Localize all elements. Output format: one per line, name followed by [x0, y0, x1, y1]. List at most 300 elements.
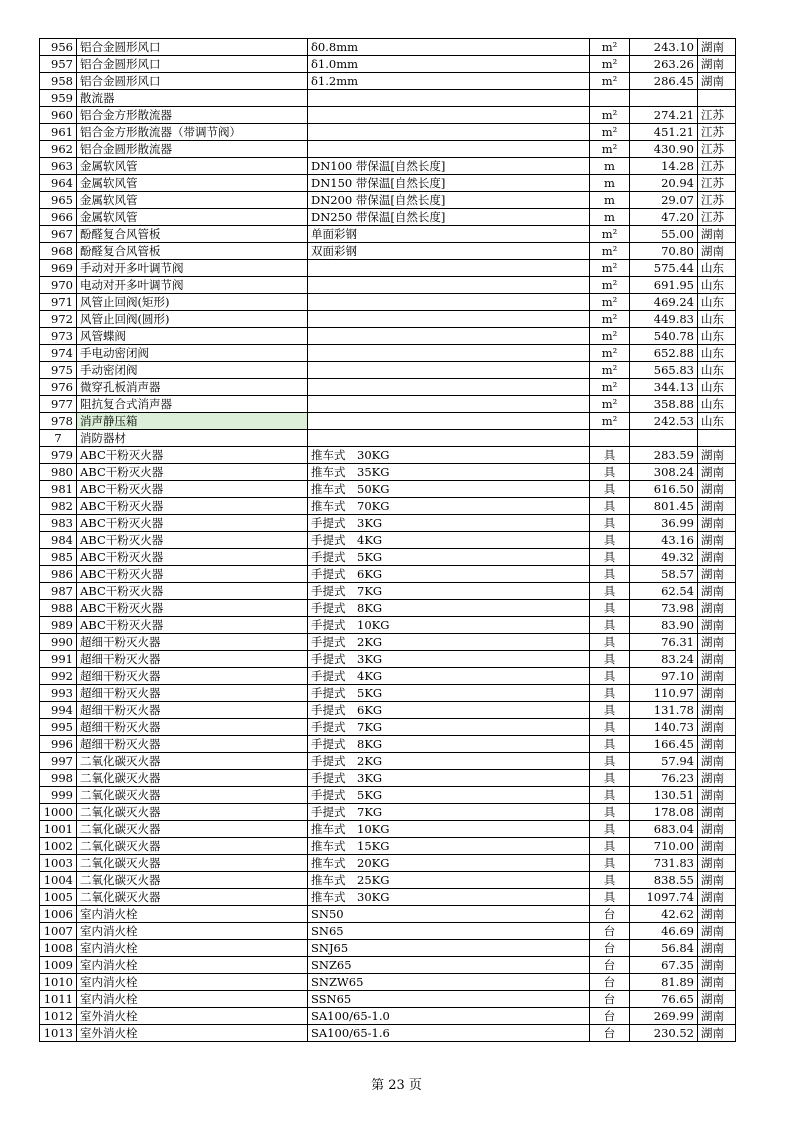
table-row [40, 549, 736, 566]
row-number-cell: 991 [40, 651, 77, 668]
table-row [40, 583, 736, 600]
price-cell: 56.84 [630, 940, 698, 957]
origin-cell: 湖南 [698, 838, 736, 855]
origin-cell: 湖南 [698, 668, 736, 685]
unit-cell: 具 [590, 634, 630, 651]
origin-cell: 湖南 [698, 974, 736, 991]
unit-cell: 台 [590, 1008, 630, 1025]
item-name-cell: 二氧化碳灭火器 [77, 821, 308, 838]
unit-cell: m² [590, 362, 630, 379]
item-spec-cell: 推车式 35KG [308, 464, 590, 481]
unit-cell: m² [590, 277, 630, 294]
item-spec-cell [308, 260, 590, 277]
item-spec-cell: SA100/65-1.0 [308, 1008, 590, 1025]
item-name-cell: 铝合金圆形风口 [77, 73, 308, 90]
price-cell: 269.99 [630, 1008, 698, 1025]
row-number-cell: 964 [40, 175, 77, 192]
item-spec-cell: 推车式 50KG [308, 481, 590, 498]
origin-cell: 湖南 [698, 685, 736, 702]
price-cell: 70.80 [630, 243, 698, 260]
origin-cell: 山东 [698, 294, 736, 311]
price-cell: 76.23 [630, 770, 698, 787]
unit-cell: 台 [590, 1025, 630, 1042]
unit-cell: 具 [590, 498, 630, 515]
unit-cell: 具 [590, 753, 630, 770]
unit-cell: 台 [590, 906, 630, 923]
origin-cell: 湖南 [698, 804, 736, 821]
origin-cell: 湖南 [698, 957, 736, 974]
item-name-cell: 阻抗复合式消声器 [77, 396, 308, 413]
item-spec-cell [308, 396, 590, 413]
row-number-cell: 1009 [40, 957, 77, 974]
unit-cell: 台 [590, 923, 630, 940]
table-row [40, 736, 736, 753]
item-name-cell: 超细干粉灭火器 [77, 719, 308, 736]
table-row [40, 413, 736, 430]
origin-cell: 湖南 [698, 940, 736, 957]
unit-cell: m² [590, 396, 630, 413]
row-number-cell: 962 [40, 141, 77, 158]
item-spec-cell: 手提式 3KG [308, 515, 590, 532]
price-cell: 344.13 [630, 379, 698, 396]
row-number-cell: 959 [40, 90, 77, 107]
row-number-cell: 967 [40, 226, 77, 243]
origin-cell: 江苏 [698, 175, 736, 192]
item-spec-cell: 手提式 7KG [308, 719, 590, 736]
unit-cell: m² [590, 124, 630, 141]
origin-cell: 湖南 [698, 243, 736, 260]
unit-cell: 具 [590, 583, 630, 600]
item-spec-cell: 推车式 30KG [308, 447, 590, 464]
price-cell: 110.97 [630, 685, 698, 702]
table-row [40, 634, 736, 651]
table-row [40, 464, 736, 481]
unit-cell: 具 [590, 770, 630, 787]
item-name-cell: 铝合金圆形风口 [77, 39, 308, 56]
unit-cell: 台 [590, 940, 630, 957]
table-row [40, 277, 736, 294]
price-cell: 76.31 [630, 634, 698, 651]
unit-cell: 具 [590, 566, 630, 583]
item-spec-cell: SNZW65 [308, 974, 590, 991]
origin-cell: 山东 [698, 328, 736, 345]
unit-cell: 具 [590, 787, 630, 804]
origin-cell: 湖南 [698, 753, 736, 770]
table-row [40, 56, 736, 73]
unit-cell: m² [590, 226, 630, 243]
table-row [40, 192, 736, 209]
item-spec-cell [308, 294, 590, 311]
row-number-cell: 1011 [40, 991, 77, 1008]
price-cell: 838.55 [630, 872, 698, 889]
origin-cell: 湖南 [698, 991, 736, 1008]
price-table [39, 38, 736, 1042]
row-number-cell: 979 [40, 447, 77, 464]
origin-cell: 山东 [698, 396, 736, 413]
price-cell: 29.07 [630, 192, 698, 209]
table-row [40, 141, 736, 158]
price-cell: 166.45 [630, 736, 698, 753]
origin-cell: 湖南 [698, 634, 736, 651]
row-number-cell: 996 [40, 736, 77, 753]
unit-cell: 台 [590, 974, 630, 991]
row-number-cell: 973 [40, 328, 77, 345]
item-name-cell: 室内消火栓 [77, 974, 308, 991]
price-cell: 67.35 [630, 957, 698, 974]
item-name-cell: ABC干粉灭火器 [77, 532, 308, 549]
item-name-cell: 二氧化碳灭火器 [77, 770, 308, 787]
item-name-cell: 二氧化碳灭火器 [77, 753, 308, 770]
unit-cell: 具 [590, 481, 630, 498]
row-number-cell: 1004 [40, 872, 77, 889]
item-name-cell: 散流器 [77, 90, 308, 107]
price-cell: 73.98 [630, 600, 698, 617]
unit-cell: m² [590, 311, 630, 328]
item-name-cell: 超细干粉灭火器 [77, 702, 308, 719]
table-row [40, 702, 736, 719]
item-spec-cell [308, 141, 590, 158]
row-number-cell: 969 [40, 260, 77, 277]
item-spec-cell: 双面彩钢 [308, 243, 590, 260]
unit-cell: m² [590, 345, 630, 362]
price-cell: 430.90 [630, 141, 698, 158]
price-cell: 308.24 [630, 464, 698, 481]
origin-cell: 江苏 [698, 141, 736, 158]
origin-cell: 湖南 [698, 736, 736, 753]
table-row [40, 651, 736, 668]
row-number-cell: 999 [40, 787, 77, 804]
item-name-cell: 二氧化碳灭火器 [77, 872, 308, 889]
item-name-cell: 手动密闭阀 [77, 362, 308, 379]
row-number-cell: 1001 [40, 821, 77, 838]
unit-cell: 具 [590, 668, 630, 685]
item-spec-cell: 推车式 25KG [308, 872, 590, 889]
row-number-cell: 958 [40, 73, 77, 90]
price-cell: 58.57 [630, 566, 698, 583]
table-row [40, 362, 736, 379]
price-cell: 263.26 [630, 56, 698, 73]
price-cell: 540.78 [630, 328, 698, 345]
item-spec-cell [308, 430, 590, 447]
item-spec-cell: 手提式 8KG [308, 600, 590, 617]
row-number-cell: 960 [40, 107, 77, 124]
item-name-cell: 室内消火栓 [77, 957, 308, 974]
item-spec-cell: 手提式 5KG [308, 787, 590, 804]
price-cell: 46.69 [630, 923, 698, 940]
price-cell: 76.65 [630, 991, 698, 1008]
item-spec-cell [308, 90, 590, 107]
item-spec-cell: SA100/65-1.6 [308, 1025, 590, 1042]
unit-cell: m [590, 209, 630, 226]
item-spec-cell: 手提式 5KG [308, 549, 590, 566]
item-name-cell: 消防器材 [77, 430, 308, 447]
row-number-cell: 994 [40, 702, 77, 719]
item-spec-cell [308, 107, 590, 124]
item-name-cell: 手动对开多叶调节阀 [77, 260, 308, 277]
row-number-cell: 1002 [40, 838, 77, 855]
item-spec-cell [308, 124, 590, 141]
price-cell: 42.62 [630, 906, 698, 923]
origin-cell: 江苏 [698, 107, 736, 124]
item-spec-cell [308, 345, 590, 362]
price-cell: 178.08 [630, 804, 698, 821]
item-spec-cell [308, 277, 590, 294]
row-number-cell: 1000 [40, 804, 77, 821]
table-row [40, 889, 736, 906]
origin-cell: 湖南 [698, 617, 736, 634]
table-row [40, 668, 736, 685]
table-row [40, 90, 736, 107]
row-number-cell: 1010 [40, 974, 77, 991]
item-name-cell: 二氧化碳灭火器 [77, 855, 308, 872]
price-cell: 83.90 [630, 617, 698, 634]
item-spec-cell: δ1.0mm [308, 56, 590, 73]
table-row [40, 600, 736, 617]
table-row [40, 1025, 736, 1042]
row-number-cell: 968 [40, 243, 77, 260]
origin-cell: 湖南 [698, 702, 736, 719]
item-name-cell: ABC干粉灭火器 [77, 617, 308, 634]
origin-cell: 湖南 [698, 464, 736, 481]
price-cell: 286.45 [630, 73, 698, 90]
table-row [40, 226, 736, 243]
row-number-cell: 7 [40, 430, 77, 447]
unit-cell: 具 [590, 804, 630, 821]
row-number-cell: 983 [40, 515, 77, 532]
item-name-cell: 金属软风管 [77, 158, 308, 175]
origin-cell: 湖南 [698, 719, 736, 736]
item-spec-cell: 手提式 4KG [308, 532, 590, 549]
item-name-cell: 室外消火栓 [77, 1025, 308, 1042]
unit-cell: 具 [590, 719, 630, 736]
item-name-cell: ABC干粉灭火器 [77, 583, 308, 600]
item-name-cell: 铝合金方形散流器 [77, 107, 308, 124]
price-cell: 97.10 [630, 668, 698, 685]
item-name-cell: 室外消火栓 [77, 1008, 308, 1025]
item-name-cell: 风管蝶阀 [77, 328, 308, 345]
origin-cell: 江苏 [698, 209, 736, 226]
row-number-cell: 971 [40, 294, 77, 311]
row-number-cell: 976 [40, 379, 77, 396]
unit-cell: 具 [590, 617, 630, 634]
price-cell: 131.78 [630, 702, 698, 719]
item-name-cell: 二氧化碳灭火器 [77, 838, 308, 855]
item-spec-cell: 单面彩钢 [308, 226, 590, 243]
table-row [40, 719, 736, 736]
table-row [40, 481, 736, 498]
price-cell: 57.94 [630, 753, 698, 770]
unit-cell: 具 [590, 702, 630, 719]
unit-cell: 台 [590, 991, 630, 1008]
unit-cell: m² [590, 39, 630, 56]
origin-cell: 湖南 [698, 770, 736, 787]
price-cell: 451.21 [630, 124, 698, 141]
item-name-cell: 超细干粉灭火器 [77, 668, 308, 685]
price-cell: 616.50 [630, 481, 698, 498]
unit-cell [590, 430, 630, 447]
table-row [40, 515, 736, 532]
origin-cell: 湖南 [698, 872, 736, 889]
origin-cell: 湖南 [698, 39, 736, 56]
price-cell: 731.83 [630, 855, 698, 872]
price-cell: 130.51 [630, 787, 698, 804]
row-number-cell: 974 [40, 345, 77, 362]
unit-cell: m² [590, 56, 630, 73]
row-number-cell: 1008 [40, 940, 77, 957]
item-name-cell: 铝合金圆形散流器 [77, 141, 308, 158]
row-number-cell: 993 [40, 685, 77, 702]
item-spec-cell: DN150 带保温[自然长度] [308, 175, 590, 192]
price-cell [630, 430, 698, 447]
unit-cell: m² [590, 107, 630, 124]
unit-cell: m² [590, 413, 630, 430]
table-row [40, 974, 736, 991]
table-row [40, 124, 736, 141]
origin-cell: 山东 [698, 277, 736, 294]
item-spec-cell: 推车式 10KG [308, 821, 590, 838]
price-cell: 83.24 [630, 651, 698, 668]
origin-cell: 山东 [698, 311, 736, 328]
unit-cell [590, 90, 630, 107]
table-row [40, 923, 736, 940]
price-cell: 801.45 [630, 498, 698, 515]
unit-cell: 具 [590, 855, 630, 872]
unit-cell: 具 [590, 736, 630, 753]
unit-cell: 具 [590, 532, 630, 549]
row-number-cell: 970 [40, 277, 77, 294]
item-name-cell: 铝合金方形散流器（带调节阀） [77, 124, 308, 141]
item-spec-cell: 推车式 15KG [308, 838, 590, 855]
table-row [40, 753, 736, 770]
unit-cell: 具 [590, 838, 630, 855]
row-number-cell: 997 [40, 753, 77, 770]
origin-cell: 湖南 [698, 855, 736, 872]
item-spec-cell: DN200 带保温[自然长度] [308, 192, 590, 209]
row-number-cell: 1007 [40, 923, 77, 940]
row-number-cell: 982 [40, 498, 77, 515]
item-name-cell: 室内消火栓 [77, 991, 308, 1008]
item-name-cell: 消声静压箱 [77, 413, 308, 430]
row-number-cell: 980 [40, 464, 77, 481]
item-spec-cell: SN50 [308, 906, 590, 923]
item-name-cell: ABC干粉灭火器 [77, 600, 308, 617]
row-number-cell: 985 [40, 549, 77, 566]
unit-cell: m² [590, 294, 630, 311]
table-row [40, 260, 736, 277]
item-name-cell: 手电动密闭阀 [77, 345, 308, 362]
table-row [40, 770, 736, 787]
origin-cell: 湖南 [698, 583, 736, 600]
item-spec-cell: 手提式 5KG [308, 685, 590, 702]
unit-cell: 具 [590, 600, 630, 617]
row-number-cell: 977 [40, 396, 77, 413]
item-name-cell: 室内消火栓 [77, 940, 308, 957]
unit-cell: 具 [590, 685, 630, 702]
table-row [40, 396, 736, 413]
unit-cell: 具 [590, 549, 630, 566]
unit-cell: m [590, 175, 630, 192]
row-number-cell: 990 [40, 634, 77, 651]
price-cell: 14.28 [630, 158, 698, 175]
origin-cell: 湖南 [698, 549, 736, 566]
item-name-cell: ABC干粉灭火器 [77, 515, 308, 532]
price-cell: 20.94 [630, 175, 698, 192]
row-number-cell: 1003 [40, 855, 77, 872]
row-number-cell: 961 [40, 124, 77, 141]
price-cell: 55.00 [630, 226, 698, 243]
item-name-cell: ABC干粉灭火器 [77, 447, 308, 464]
price-cell: 43.16 [630, 532, 698, 549]
unit-cell: m [590, 192, 630, 209]
price-cell: 575.44 [630, 260, 698, 277]
item-name-cell: 酚醛复合风管板 [77, 243, 308, 260]
price-cell: 62.54 [630, 583, 698, 600]
price-cell: 242.53 [630, 413, 698, 430]
unit-cell: m² [590, 243, 630, 260]
price-cell: 47.20 [630, 209, 698, 226]
item-spec-cell: 手提式 7KG [308, 804, 590, 821]
item-spec-cell: 手提式 10KG [308, 617, 590, 634]
table-row [40, 175, 736, 192]
origin-cell [698, 90, 736, 107]
unit-cell: 具 [590, 872, 630, 889]
price-cell: 283.59 [630, 447, 698, 464]
row-number-cell: 995 [40, 719, 77, 736]
item-spec-cell: 手提式 2KG [308, 753, 590, 770]
item-spec-cell: 手提式 6KG [308, 702, 590, 719]
item-spec-cell [308, 328, 590, 345]
item-name-cell: 酚醛复合风管板 [77, 226, 308, 243]
price-cell: 36.99 [630, 515, 698, 532]
item-name-cell: 室内消火栓 [77, 923, 308, 940]
origin-cell: 山东 [698, 379, 736, 396]
page-number: 第 23 页 [371, 1078, 422, 1093]
item-spec-cell: 手提式 2KG [308, 634, 590, 651]
item-name-cell: 铝合金圆形风口 [77, 56, 308, 73]
table-row [40, 39, 736, 56]
origin-cell: 山东 [698, 362, 736, 379]
table-row [40, 447, 736, 464]
item-spec-cell: 手提式 8KG [308, 736, 590, 753]
table-row [40, 991, 736, 1008]
origin-cell: 湖南 [698, 600, 736, 617]
origin-cell: 山东 [698, 260, 736, 277]
unit-cell: m² [590, 328, 630, 345]
item-spec-cell: 手提式 6KG [308, 566, 590, 583]
item-name-cell: 超细干粉灭火器 [77, 651, 308, 668]
row-number-cell: 972 [40, 311, 77, 328]
unit-cell: 具 [590, 889, 630, 906]
section-row [40, 430, 736, 447]
origin-cell: 湖南 [698, 73, 736, 90]
price-cell: 469.24 [630, 294, 698, 311]
row-number-cell: 1013 [40, 1025, 77, 1042]
item-spec-cell: SN65 [308, 923, 590, 940]
price-cell: 243.10 [630, 39, 698, 56]
table-row [40, 311, 736, 328]
table-row [40, 804, 736, 821]
row-number-cell: 989 [40, 617, 77, 634]
price-cell: 49.32 [630, 549, 698, 566]
item-name-cell: 二氧化碳灭火器 [77, 889, 308, 906]
origin-cell: 湖南 [698, 787, 736, 804]
origin-cell: 湖南 [698, 651, 736, 668]
table-row [40, 243, 736, 260]
price-cell: 683.04 [630, 821, 698, 838]
origin-cell: 湖南 [698, 923, 736, 940]
unit-cell: 具 [590, 515, 630, 532]
origin-cell: 山东 [698, 413, 736, 430]
